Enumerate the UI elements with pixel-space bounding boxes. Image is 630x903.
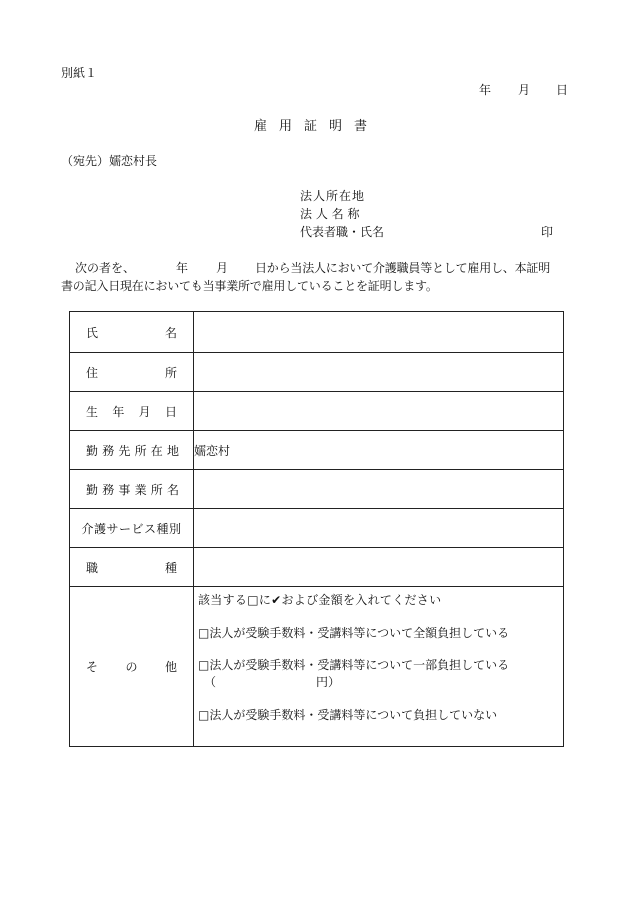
label-char: 名 [164,325,177,340]
label-char: 年 [112,404,125,419]
table-row [70,431,564,470]
name-field[interactable] [194,312,564,353]
table-row [70,470,564,509]
label-char: 先 [118,443,131,458]
label-char: 業 [134,482,147,497]
label-char: 月 [138,404,151,419]
employment-form-table [69,311,564,747]
occupation-field[interactable] [194,548,564,587]
amount-open-paren: （ [204,675,217,690]
option-no-burden[interactable]: □法人が受験手数料・受講料等について負担していない [198,707,498,722]
attachment-label: 別紙１ [61,66,98,80]
option-full-burden[interactable]: □法人が受験手数料・受講料等について全額負担している [198,626,510,641]
statement-year: 年 [176,261,189,275]
addressee: （宛先）嬬恋村長 [61,154,158,168]
option-partial-burden[interactable]: □法人が受験手数料・受講料等について一部負担している [198,657,510,672]
office-name-field[interactable] [194,470,564,509]
workplace-location-label-cell [70,431,194,470]
label-char: 日 [164,404,177,419]
date-day-label: 日 [556,83,569,97]
table-row [70,353,564,392]
label-char: 生 [86,404,99,419]
table-row [70,509,564,548]
label-char: 勤 [86,443,99,458]
label-char: 職 [86,560,99,575]
workplace-location-field[interactable]: 嬬恋村 [194,431,564,470]
service-type-field[interactable] [194,509,564,548]
birthdate-field[interactable] [194,392,564,431]
name-label-cell [70,312,194,353]
other-field [194,587,564,747]
date-month-label: 月 [518,83,531,97]
office-name-label-cell [70,470,194,509]
statement-month: 月 [216,261,229,275]
label-char: 地 [166,443,179,458]
label-char: 所 [164,365,177,380]
label-char: 務 [102,443,115,458]
address-field[interactable] [194,353,564,392]
occupation-label-cell [70,548,194,587]
service-type-label-cell [70,509,194,548]
label-char: 所 [134,443,147,458]
label-char: 他 [164,660,177,674]
date-year-label: 年 [479,83,492,97]
label-char: 氏 [86,325,99,340]
page-title: 雇用証明書 [254,119,380,134]
label-char: 事 [118,482,131,497]
table-row [70,587,564,747]
label-char: 務 [102,482,115,497]
statement-suffix: 日から当法人において介護職員等として雇用し、本証明 [255,261,551,275]
other-instruction: 該当する□に✔および金額を入れてください [198,593,442,607]
statement-prefix: 次の者を、 [75,261,136,275]
address-label-cell [70,353,194,392]
amount-unit: 円） [316,675,341,690]
table-row [70,392,564,431]
seal-label: 印 [541,225,554,239]
label-char: 名 [166,482,179,497]
table-row [70,312,564,353]
label-char: 介護サービス種別 [81,521,182,536]
label-char: 種 [164,560,177,575]
label-char: 所 [150,482,163,497]
label-char: 住 [86,365,99,380]
issuer-address-label: 法人所在地 [300,189,366,203]
statement-line-2: 書の記入日現在においても当事業所で雇用していることを証明します。 [61,279,438,293]
label-char: そ [86,660,99,674]
label-char: 在 [150,443,163,458]
amount-input-line[interactable] [198,675,563,689]
label-char: の [125,660,138,674]
birthdate-label-cell [70,392,194,431]
table-row [70,548,564,587]
issuer-name-label: 法 人 名 称 [300,207,360,221]
label-char: 勤 [86,482,99,497]
issuer-representative-label: 代表者職・氏名 [300,225,385,239]
other-label-cell [70,587,194,747]
